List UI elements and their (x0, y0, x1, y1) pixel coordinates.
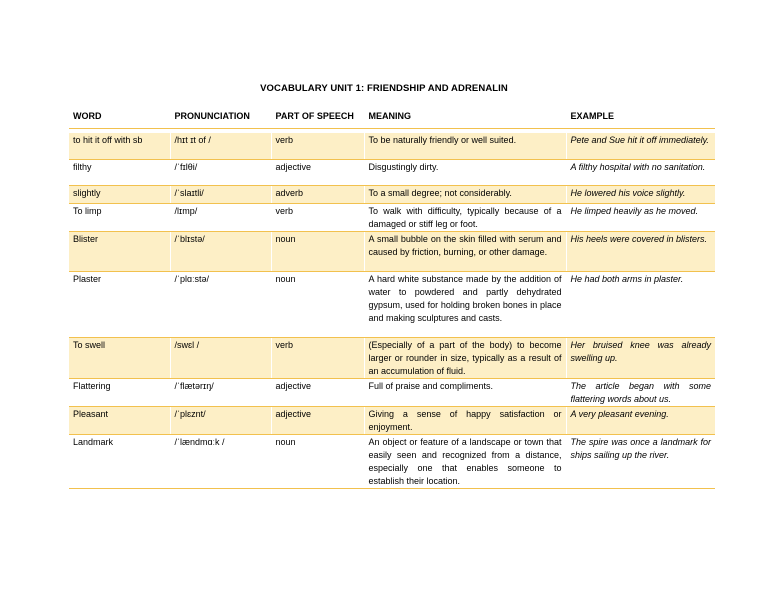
cell-word: Landmark (69, 434, 170, 488)
table-row (69, 231, 715, 271)
cell-example: Her bruised knee was already swelling up. (566, 337, 715, 378)
cell-part-of-speech: verb (271, 337, 364, 378)
cell-word: Blister (69, 231, 170, 271)
cell-example: He had both arms in plaster. (566, 271, 715, 337)
cell-meaning: Giving a sense of happy satisfaction or enjoyment. (364, 406, 566, 434)
cell-example: His heels were covered in blisters. (566, 231, 715, 271)
cell-part-of-speech: verb (271, 133, 364, 159)
cell-word: Flattering (69, 378, 170, 406)
cell-pronunciation: /ˈflætərɪŋ/ (170, 378, 271, 406)
table-row (69, 159, 715, 185)
cell-meaning: Full of praise and compliments. (364, 378, 566, 406)
cell-part-of-speech: adjective (271, 159, 364, 185)
header-meaning: MEANING (364, 104, 566, 129)
header-example: EXAMPLE (566, 104, 715, 129)
cell-word: filthy (69, 159, 170, 185)
cell-part-of-speech: verb (271, 203, 364, 231)
cell-word: Pleasant (69, 406, 170, 434)
cell-example: A filthy hospital with no sanitation. (566, 159, 715, 185)
cell-example: He limped heavily as he moved. (566, 203, 715, 231)
cell-part-of-speech: adjective (271, 406, 364, 434)
cell-example: The article began with some flattering words about us. (566, 378, 715, 406)
cell-pronunciation: /ˈblɪstə/ (170, 231, 271, 271)
page-title: VOCABULARY UNIT 1: FRIENDSHIP AND ADRENALIN (260, 83, 508, 94)
cell-pronunciation: /ˈplɛznt/ (170, 406, 271, 434)
cell-meaning: A hard white substance made by the addition of water to powdered and partly dehydrated gypsum, used for holding broken bones in place and making sculptures and casts. (364, 271, 566, 337)
table-row (69, 434, 715, 488)
cell-word: To swell (69, 337, 170, 378)
cell-meaning: To a small degree; not considerably. (364, 185, 566, 203)
table-row (69, 271, 715, 337)
cell-word: to hit it off with sb (69, 133, 170, 159)
cell-pronunciation: /ˈslaɪtli/ (170, 185, 271, 203)
cell-part-of-speech: adverb (271, 185, 364, 203)
cell-example: A very pleasant evening. (566, 406, 715, 434)
table-row (69, 406, 715, 434)
table-row (69, 378, 715, 406)
header-word: WORD (69, 104, 170, 129)
table-row (69, 337, 715, 378)
cell-pronunciation: /ˈplɑːstə/ (170, 271, 271, 337)
cell-word: slightly (69, 185, 170, 203)
cell-meaning: A small bubble on the skin filled with serum and caused by friction, burning, or other damage. (364, 231, 566, 271)
vocabulary-table (69, 104, 715, 489)
cell-example: Pete and Sue hit it off immediately. (566, 133, 715, 159)
table-row (69, 185, 715, 203)
cell-example: The spire was once a landmark for ships sailing up the river. (566, 434, 715, 488)
cell-meaning: An object or feature of a landscape or town that easily seen and recognized from a distance, especially one that enables someone to establish their location. (364, 434, 566, 488)
cell-word: Plaster (69, 271, 170, 337)
cell-pronunciation: /ˈlændmɑːk / (170, 434, 271, 488)
cell-word: To limp (69, 203, 170, 231)
cell-pronunciation: /ˈfɪlθi/ (170, 159, 271, 185)
cell-meaning: To be naturally friendly or well suited. (364, 133, 566, 159)
header-part-of-speech: PART OF SPEECH (271, 104, 364, 129)
table-row (69, 203, 715, 231)
cell-part-of-speech: noun (271, 271, 364, 337)
cell-pronunciation: /lɪmp/ (170, 203, 271, 231)
cell-meaning: To walk with difficulty, typically because of a damaged or stiff leg or foot. (364, 203, 566, 231)
table-row (69, 133, 715, 159)
header-pronunciation: PRONUNCIATION (170, 104, 271, 129)
table-header-row (69, 104, 715, 129)
cell-meaning: Disgustingly dirty. (364, 159, 566, 185)
cell-part-of-speech: noun (271, 434, 364, 488)
cell-pronunciation: /hɪt ɪt of / (170, 133, 271, 159)
cell-part-of-speech: noun (271, 231, 364, 271)
cell-meaning: (Especially of a part of the body) to become larger or rounder in size, typically as a result of an accumulation of fluid. (364, 337, 566, 378)
cell-part-of-speech: adjective (271, 378, 364, 406)
cell-example: He lowered his voice slightly. (566, 185, 715, 203)
cell-pronunciation: /swɛl / (170, 337, 271, 378)
